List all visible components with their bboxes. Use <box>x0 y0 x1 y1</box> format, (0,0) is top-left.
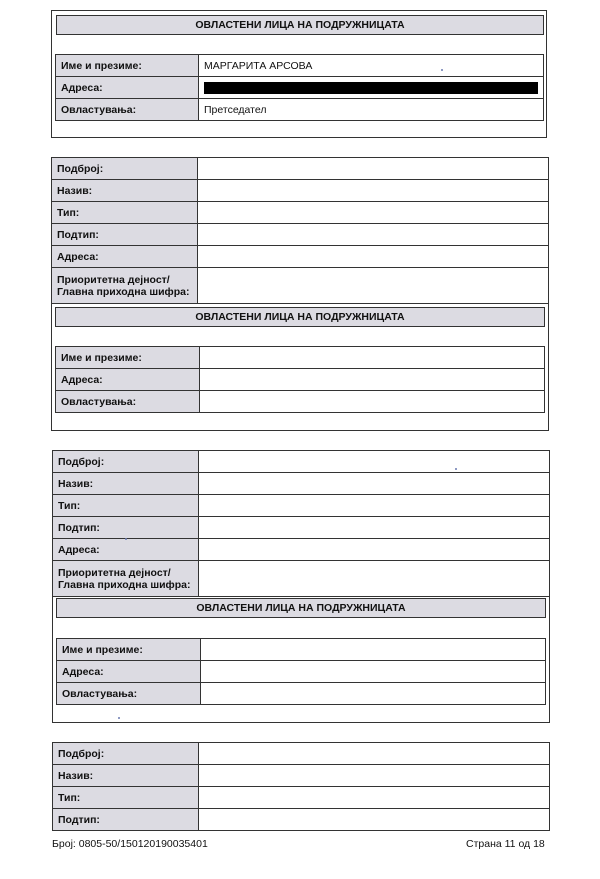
table-row <box>57 683 546 705</box>
row-label: Подброј: <box>53 451 199 473</box>
table-row <box>53 451 550 473</box>
row-label: Назив: <box>53 473 199 495</box>
row-value <box>200 369 545 391</box>
row-label: Адреса: <box>53 539 199 561</box>
table-row <box>52 202 549 224</box>
table-row <box>56 391 545 413</box>
row-label: Подброј: <box>53 743 199 765</box>
branch-table-2 <box>51 157 549 304</box>
table-row <box>52 158 549 180</box>
scan-speck <box>125 538 127 540</box>
row-value <box>199 561 550 597</box>
row-value: Претседател <box>199 99 544 121</box>
row-value <box>200 391 545 413</box>
scan-speck <box>118 717 120 719</box>
table-row <box>53 765 550 787</box>
row-label-line-1: Приоритетна дејност/ <box>57 273 170 286</box>
row-value: МАРГАРИТА АРСОВА <box>199 55 544 77</box>
section-title-3 <box>56 598 546 618</box>
table-row <box>56 347 545 369</box>
row-value <box>201 683 546 705</box>
row-value <box>199 517 550 539</box>
row-label: Овластувања: <box>57 683 201 705</box>
row-label: Тип: <box>53 495 199 517</box>
scan-speck <box>455 468 457 470</box>
row-label-line-2: Главна приходна шифра: <box>58 578 191 591</box>
row-value <box>198 158 549 180</box>
table-row <box>57 661 546 683</box>
table-row <box>52 180 549 202</box>
row-label: Име и презиме: <box>56 347 200 369</box>
row-value <box>199 765 550 787</box>
row-label: Назив: <box>53 765 199 787</box>
row-value <box>200 347 545 369</box>
table-row <box>53 787 550 809</box>
row-label: Подтип: <box>52 224 198 246</box>
scan-speck <box>441 69 443 71</box>
table-row <box>53 561 550 597</box>
row-value <box>199 473 550 495</box>
branch-table-4 <box>52 742 550 831</box>
row-value <box>199 451 550 473</box>
row-label: Адреса: <box>56 77 199 99</box>
row-value <box>198 224 549 246</box>
table-row <box>53 473 550 495</box>
table-row <box>53 809 550 831</box>
section-title-text: ОВЛАСТЕНИ ЛИЦА НА ПОДРУЖНИЦАТА <box>196 602 406 614</box>
table-row <box>52 246 549 268</box>
row-label: Име и презиме: <box>56 55 199 77</box>
row-value <box>198 246 549 268</box>
row-value <box>199 539 550 561</box>
row-label-line-1: Приоритетна дејност/ <box>58 566 171 579</box>
table-row <box>56 99 544 121</box>
row-value <box>199 809 550 831</box>
row-value <box>198 180 549 202</box>
table-row <box>56 77 544 99</box>
row-label: Адреса: <box>57 661 201 683</box>
table-row <box>57 639 546 661</box>
row-value <box>199 495 550 517</box>
table-row <box>52 268 549 304</box>
table-row <box>52 224 549 246</box>
row-label: Име и презиме: <box>57 639 201 661</box>
section-title-text: ОВЛАСТЕНИ ЛИЦА НА ПОДРУЖНИЦАТА <box>195 19 405 31</box>
row-label: Овластувања: <box>56 99 199 121</box>
section-title-2 <box>55 307 545 327</box>
table-row <box>53 743 550 765</box>
row-value <box>199 787 550 809</box>
row-label: Подтип: <box>53 809 199 831</box>
row-label: Назив: <box>52 180 198 202</box>
row-value <box>201 639 546 661</box>
document-number: Број: 0805-50/150120190035401 <box>52 838 208 850</box>
person-table-1 <box>55 54 544 121</box>
row-value <box>199 743 550 765</box>
table-row <box>53 495 550 517</box>
row-value <box>198 202 549 224</box>
row-label <box>52 268 198 304</box>
row-label: Овластувања: <box>56 391 200 413</box>
row-label: Адреса: <box>56 369 200 391</box>
table-row <box>53 517 550 539</box>
row-label: Тип: <box>53 787 199 809</box>
table-row <box>53 539 550 561</box>
row-value <box>198 268 549 304</box>
table-row <box>56 369 545 391</box>
row-label: Тип: <box>52 202 198 224</box>
section-title-text: ОВЛАСТЕНИ ЛИЦА НА ПОДРУЖНИЦАТА <box>195 311 405 323</box>
page-number: Страна 11 од 18 <box>466 838 545 850</box>
person-table-2 <box>55 346 545 413</box>
person-table-3 <box>56 638 546 705</box>
row-label: Подтип: <box>53 517 199 539</box>
redaction-bar <box>204 82 538 94</box>
table-row <box>56 55 544 77</box>
row-value <box>201 661 546 683</box>
branch-table-3 <box>52 450 550 597</box>
section-title-1 <box>56 15 544 35</box>
row-label: Адреса: <box>52 246 198 268</box>
row-label <box>53 561 199 597</box>
address-value <box>199 77 544 99</box>
row-label-line-2: Главна приходна шифра: <box>57 285 190 298</box>
row-label: Подброј: <box>52 158 198 180</box>
